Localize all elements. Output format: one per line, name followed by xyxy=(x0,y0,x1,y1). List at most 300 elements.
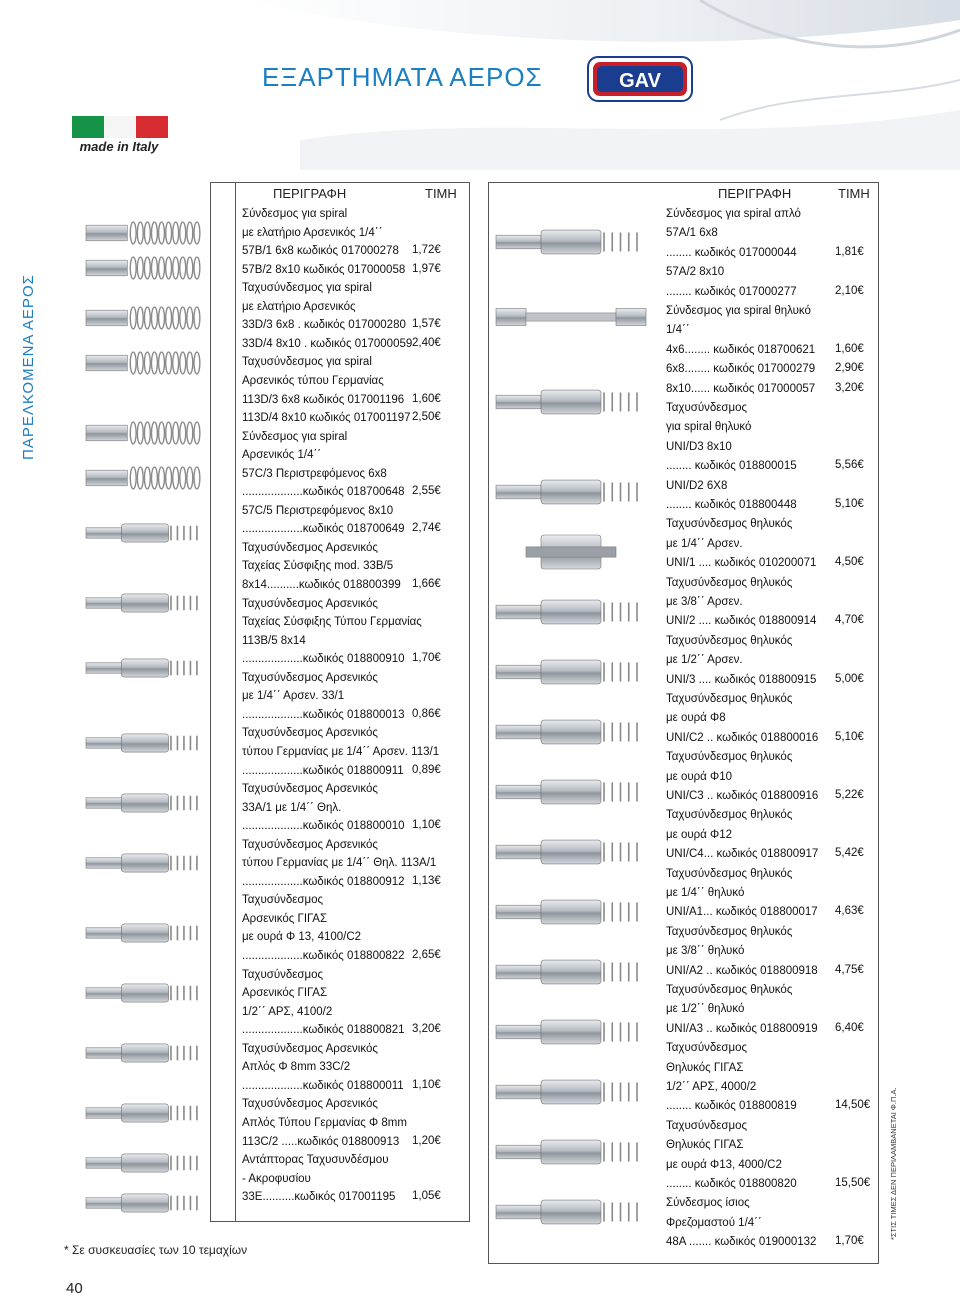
right-row-text: UNI/A2 .. κωδικός 018800918 xyxy=(666,964,818,977)
right-row-text: UNI/C3 .. κωδικός 018800916 xyxy=(666,790,819,802)
fitting-body xyxy=(121,1154,168,1172)
fitting-nose xyxy=(496,785,541,799)
right-head-desc: ΠΕΡΙΓΡΑΦΗ xyxy=(718,186,792,201)
spring-coil xyxy=(130,222,136,244)
fitting-nose xyxy=(86,928,121,938)
fitting-illustration xyxy=(496,480,637,504)
fitting-collar xyxy=(526,547,616,557)
spring-coil xyxy=(187,352,193,374)
right-row-price: 3,20€ xyxy=(835,381,864,394)
left-row-text: 113C/2 .....κωδικός 018800913 xyxy=(242,1135,400,1148)
spring-coil xyxy=(187,422,193,444)
fitting-nose xyxy=(496,725,541,739)
fitting-nose xyxy=(496,965,541,979)
fitting-end xyxy=(496,309,526,326)
left-row-text: με ελατήριο Αρσενικός 1/4΄΄ xyxy=(242,226,383,239)
right-row-price: 2,10€ xyxy=(835,284,864,297)
left-row-text: Ταχυσύνδεσμος Αρσενικός xyxy=(242,1098,378,1111)
spring-coil xyxy=(187,257,193,279)
side-section-title: ΠΑΡΕΛΚΟΜΕΝΑ ΑΕΡΟΣ xyxy=(20,274,37,460)
right-row-text: UNI/1 .... κωδικός 010200071 xyxy=(666,557,817,570)
left-row-text: με 1/4΄΄ Αρσεν. 33/1 xyxy=(242,690,345,703)
fitting-body xyxy=(86,310,127,326)
left-row-text: Σύνδεσμος για spiral xyxy=(242,208,348,220)
right-row-text: Ταχυσύνδεσμος θηλυκός xyxy=(666,751,793,764)
fitting-nose xyxy=(496,395,541,409)
fitting-nose xyxy=(86,1158,121,1168)
right-row-text: UNI/D2 6X8 xyxy=(666,479,728,492)
fitting-illustration xyxy=(86,659,197,677)
right-row-text: με ουρά Φ10 xyxy=(666,770,732,783)
fitting-body xyxy=(541,230,601,254)
fitting-body xyxy=(121,984,168,1002)
right-row-text: UNI/C2 .. κωδικός 018800016 xyxy=(666,731,819,744)
right-row-text: Θηλυκός ΓΙΓΑΣ xyxy=(666,1139,744,1152)
left-row-text: 57Β/1 6x8 κωδικός 017000278 xyxy=(242,245,399,258)
fitting-body xyxy=(541,1020,601,1044)
right-row-text: UNI/D3 8x10 xyxy=(666,440,732,453)
fitting-illustration xyxy=(86,307,200,329)
fitting-illustration xyxy=(496,720,637,744)
right-row-price: 1,70€ xyxy=(835,1235,864,1248)
right-row-text: 1/2΄΄ ΑΡΣ, 4000/2 xyxy=(666,1081,757,1093)
spring-coil xyxy=(166,422,172,444)
left-row-text: - Ακροφυσίου xyxy=(242,1172,311,1185)
left-row-text: 8x14..........κωδικός 018800399 xyxy=(242,579,401,591)
left-row-text: ...................κωδικός 018700648 xyxy=(242,486,405,499)
spring-coil xyxy=(166,257,172,279)
fitting-body xyxy=(541,900,601,924)
right-row-price: 1,81€ xyxy=(835,245,864,258)
right-row-price: 5,10€ xyxy=(835,498,864,510)
right-row-price: 4,63€ xyxy=(835,905,864,918)
right-row-price: 4,50€ xyxy=(835,556,864,569)
spring-coil xyxy=(194,257,200,279)
left-row-text: 113D/4 8x10 κωδικός 017001197 xyxy=(242,412,411,425)
fitting-body xyxy=(121,594,168,612)
left-row-text: Αντάπτορας Ταχυσυνδέσμου xyxy=(242,1154,389,1167)
fitting-nose xyxy=(86,598,121,608)
left-head-desc: ΠΕΡΙΓΡΑΦΗ xyxy=(273,186,347,201)
left-row-text: Ταχείας Σύσφιξης Τύπου Γερμανίας xyxy=(242,616,422,629)
right-row-price: 5,56€ xyxy=(835,459,864,472)
left-row-price: 3,20€ xyxy=(412,1023,441,1036)
fitting-body xyxy=(121,734,168,752)
spring-coil xyxy=(151,307,157,329)
flag-green xyxy=(72,116,104,138)
fitting-nose xyxy=(86,1108,121,1118)
left-row-text: Αρσενικός ΓΙΓΑΣ xyxy=(242,912,328,925)
fitting-nose xyxy=(86,1048,121,1058)
right-row-price: 5,42€ xyxy=(835,847,864,860)
fitting-illustration xyxy=(86,854,197,872)
spring-coil xyxy=(173,307,179,329)
left-row-text: 113B/5 8x14 xyxy=(242,634,306,647)
right-row-text: Ταχυσύνδεσμος θηλυκός xyxy=(666,984,793,996)
spring-coil xyxy=(187,307,193,329)
spring-coil xyxy=(151,422,157,444)
fitting-nose xyxy=(496,1025,541,1039)
fitting-nose xyxy=(496,1085,541,1099)
fitting-body xyxy=(541,1140,601,1164)
footnote: * Σε συσκευασίες των 10 τεμαχίων xyxy=(64,1243,248,1257)
fitting-illustration xyxy=(526,535,616,569)
left-row-text: Σύνδεσμος για spiral xyxy=(242,430,348,443)
spring-coil xyxy=(137,352,143,374)
spring-coil xyxy=(144,352,150,374)
left-row-text: ...................κωδικός 018800911 xyxy=(242,764,404,777)
fitting-body xyxy=(121,1044,168,1062)
left-row-price: 2,40€ xyxy=(412,336,441,349)
left-row-text: ...................κωδικός 018800010 xyxy=(242,820,405,833)
left-row-price: 1,10€ xyxy=(412,819,441,832)
fitting-nose xyxy=(496,905,541,919)
spring-coil xyxy=(166,467,172,489)
fitting-nose xyxy=(86,528,121,538)
left-row-text: Ταχείας Σύσφιξης mod. 33B/5 xyxy=(242,560,394,573)
right-row-text: με 1/4΄΄ Αρσεν. xyxy=(666,537,743,550)
fitting-nose xyxy=(496,665,541,679)
right-row-text: με ουρά Φ13, 4000/C2 xyxy=(666,1158,782,1171)
made-in-label: made in Italy xyxy=(79,139,159,154)
fitting-illustration xyxy=(86,524,197,542)
left-row-price: 2,50€ xyxy=(412,411,441,424)
left-row-price: 0,89€ xyxy=(412,763,441,776)
right-row-text: UNI/A3 .. κωδικός 018800919 xyxy=(666,1022,818,1035)
spring-coil xyxy=(151,352,157,374)
fitting-body xyxy=(86,260,127,276)
right-row-price: 2,90€ xyxy=(835,362,864,375)
spring-coil xyxy=(151,467,157,489)
fitting-illustration xyxy=(496,1020,637,1044)
fitting-nose xyxy=(86,798,121,808)
page-number: 40 xyxy=(66,1280,83,1297)
right-row-price: 4,75€ xyxy=(835,963,864,976)
right-row-text: με 1/4΄΄ θηλυκό xyxy=(666,887,745,899)
left-row-text: 33D/3 6x8 . κωδικός 017000280 xyxy=(242,319,406,332)
right-row-text: με ουρά Φ12 xyxy=(666,828,732,841)
left-row-price: 1,20€ xyxy=(412,1134,441,1147)
right-row-text: Σύνδεσμος για spiral θηλυκό xyxy=(666,305,811,317)
left-row-text: Απλός Τύπου Γερμανίας Φ 8mm xyxy=(242,1116,407,1129)
fitting-body xyxy=(541,1200,601,1224)
left-row-price: 1,13€ xyxy=(412,874,441,887)
fitting-nose xyxy=(496,1145,541,1159)
spring-coil xyxy=(180,307,186,329)
left-row-text: Ταχυσύνδεσμος Αρσενικός xyxy=(242,838,378,851)
fitting-end xyxy=(616,309,646,326)
left-row-price: 2,55€ xyxy=(412,485,441,498)
left-row-text: τύπου Γερμανίας με 1/4΄΄ Θηλ. 113A/1 xyxy=(242,857,437,870)
right-row-text: με 3/8΄΄ Αρσεν. xyxy=(666,596,743,608)
left-row-price: 1,72€ xyxy=(412,244,441,257)
spring-coil xyxy=(194,352,200,374)
spring-coil xyxy=(144,467,150,489)
fitting-illustration xyxy=(496,900,637,924)
gav-logo xyxy=(587,56,693,102)
left-row-text: ...................κωδικός 018700649 xyxy=(242,523,405,536)
fitting-illustration xyxy=(86,1154,197,1172)
spring-coil xyxy=(180,257,186,279)
spring-coil xyxy=(137,422,143,444)
fitting-illustration xyxy=(496,780,637,804)
fitting-nose xyxy=(496,605,541,619)
spring-coil xyxy=(159,307,165,329)
spring-coil xyxy=(137,307,143,329)
right-row-price: 1,60€ xyxy=(835,342,864,355)
left-row-text: ...................κωδικός 018800910 xyxy=(242,653,405,666)
spring-coil xyxy=(130,467,136,489)
left-row-text: 57C/3 Περιστρεφόμενος 6x8 xyxy=(242,467,387,480)
left-row-price: 1,10€ xyxy=(412,1078,441,1091)
right-row-text: Ταχυσύνδεσμος θηλυκός xyxy=(666,634,793,647)
left-row-text: ...................κωδικός 018800011 xyxy=(242,1079,404,1092)
right-row-text: με 3/8΄΄ θηλυκό xyxy=(666,945,745,958)
left-image-column xyxy=(211,183,236,1221)
page-title: ΕΞΑΡΤΗΜΑΤΑ ΑΕΡΟΣ xyxy=(262,62,543,92)
fitting-illustration xyxy=(496,600,637,624)
right-row-text: Σύνδεσμος ίσιος xyxy=(666,1197,750,1210)
spring-coil xyxy=(173,352,179,374)
left-row-text: Ταχυσύνδεσμος Αρσενικός xyxy=(242,783,378,796)
spring-coil xyxy=(194,422,200,444)
right-row-text: 6x8........ κωδικός 017000279 xyxy=(666,363,816,376)
right-row-text: Ταχυσύνδεσμος xyxy=(666,1042,748,1055)
right-row-price: 5,00€ xyxy=(835,672,864,685)
left-row-text: ...................κωδικός 018800013 xyxy=(242,708,405,721)
fitting-body xyxy=(86,225,127,241)
fitting-body xyxy=(86,470,127,486)
spring-coil xyxy=(137,467,143,489)
left-row-text: Ταχυσύνδεσμος Αρσενικός xyxy=(242,597,378,610)
spring-coil xyxy=(137,222,143,244)
fitting-body xyxy=(86,355,127,371)
spring-coil xyxy=(159,352,165,374)
fitting-illustration xyxy=(86,594,197,612)
fitting-illustration xyxy=(86,924,197,942)
spring-coil xyxy=(194,307,200,329)
right-row-text: 4x6........ κωδικός 018700621 xyxy=(666,343,816,356)
right-row-price: 5,10€ xyxy=(835,730,864,743)
fitting-body xyxy=(86,425,127,441)
left-row-price: 1,60€ xyxy=(412,392,441,405)
left-row-text: ...................κωδικός 018800912 xyxy=(242,875,405,888)
right-row-text: ........ κωδικός 018800820 xyxy=(666,1178,797,1190)
left-row-text: τύπου Γερμανίας με 1/4΄΄ Αρσεν. 113/1 xyxy=(242,745,440,758)
right-row-price: 15,50€ xyxy=(835,1177,871,1189)
spring-coil xyxy=(130,257,136,279)
right-product-pictures xyxy=(492,205,652,1255)
right-row-text: Θηλυκός ΓΙΓΑΣ xyxy=(666,1061,744,1074)
fitting-body xyxy=(121,794,168,812)
fitting-body xyxy=(121,524,168,542)
left-row-text: Ταχυσύνδεσμος Αρσενικός xyxy=(242,671,378,684)
left-row-text: 33E..........κωδικός 017001195 xyxy=(242,1191,396,1204)
fitting-illustration xyxy=(496,309,646,326)
fitting-body xyxy=(541,1080,601,1104)
right-row-text: 8x10...... κωδικός 017000057 xyxy=(666,382,816,395)
fitting-nose xyxy=(86,858,121,868)
spring-coil xyxy=(137,257,143,279)
fitting-illustration xyxy=(496,1080,637,1104)
right-row-text: με 1/2΄΄ Αρσεν. xyxy=(666,654,743,667)
spring-coil xyxy=(159,467,165,489)
left-row-price: 1,05€ xyxy=(412,1190,441,1203)
right-row-price: 6,40€ xyxy=(835,1021,864,1034)
left-row-text: Αρσενικός 1/4΄΄ xyxy=(242,449,322,462)
fitting-illustration xyxy=(496,230,637,254)
fitting-illustration xyxy=(496,660,637,684)
fitting-body xyxy=(121,1194,168,1212)
spring-coil xyxy=(180,467,186,489)
right-row-text: UNI/C4... κωδικός 018800917 xyxy=(666,848,819,861)
fitting-illustration xyxy=(86,984,197,1002)
right-row-text: με 1/2΄΄ θηλυκό xyxy=(666,1003,745,1016)
left-row-text: Ταχυσύνδεσμος Αρσενικός xyxy=(242,1042,378,1055)
spring-coil xyxy=(187,467,193,489)
left-row-text: Απλός Φ 8mm 33C/2 xyxy=(242,1061,351,1074)
right-row-text: UNI/A1... κωδικός 018800017 xyxy=(666,906,818,919)
left-row-text: ...................κωδικός 018800822 xyxy=(242,950,405,962)
right-row-text: ........ κωδικός 018800448 xyxy=(666,499,797,511)
fitting-illustration xyxy=(86,734,197,752)
fitting-nose xyxy=(496,1205,541,1219)
left-row-price: 1,97€ xyxy=(412,262,441,275)
vat-note: *ΣΤΙΣ ΤΙΜΕΣ ΔΕΝ ΠΕΡΙΛΑΜΒΑΝΕΤΑΙ Φ.Π.Α. xyxy=(889,1087,898,1240)
fitting-nose xyxy=(496,235,541,249)
left-row-text: 33A/1 με 1/4΄΄ Θηλ. xyxy=(242,801,342,814)
fitting-illustration xyxy=(86,467,200,489)
spring-coil xyxy=(173,222,179,244)
left-row-text: Αρσενικός τύπου Γερμανίας xyxy=(242,374,384,387)
fitting-nose xyxy=(86,1198,121,1208)
spring-coil xyxy=(159,422,165,444)
left-row-text: Ταχυσύνδεσμος xyxy=(242,894,324,907)
spring-coil xyxy=(130,307,136,329)
spring-coil xyxy=(166,222,172,244)
spring-coil xyxy=(144,422,150,444)
right-row-text: ........ κωδικός 017000277 xyxy=(666,285,797,298)
spring-coil xyxy=(180,422,186,444)
right-row-text: ........ κωδικός 018800819 xyxy=(666,1100,797,1113)
right-row-text: Ταχυσύνδεσμος θηλυκός xyxy=(666,925,793,938)
left-row-price: 2,65€ xyxy=(412,949,441,961)
left-row-text: 33D/4 8x10 . κωδικός 017000059 xyxy=(242,337,413,350)
left-row-price: 2,74€ xyxy=(412,522,441,535)
right-head-price: ΤΙΜΗ xyxy=(838,186,870,201)
fitting-nose xyxy=(496,845,541,859)
fitting-body xyxy=(541,480,601,504)
fitting-illustration xyxy=(86,257,200,279)
fitting-body xyxy=(541,720,601,744)
right-row-text: Ταχυσύνδεσμος θηλυκός xyxy=(666,693,793,705)
right-row-text: Φρεζομαστού 1/4΄΄ xyxy=(666,1216,762,1229)
spring-coil xyxy=(194,467,200,489)
spring-coil xyxy=(151,257,157,279)
right-row-price: 5,22€ xyxy=(835,789,864,801)
left-row-text: 1/2΄΄ ΑΡΣ, 4100/2 xyxy=(242,1005,333,1018)
left-row-text: 57C/5 Περιστρεφόμενος 8x10 xyxy=(242,504,394,517)
left-row-text: Ταχυσύνδεσμος για spiral xyxy=(242,356,372,369)
spring-coil xyxy=(173,422,179,444)
right-row-text: Ταχυσύνδεσμος θηλυκός xyxy=(666,518,793,531)
fitting-illustration xyxy=(86,1104,197,1122)
fitting-illustration xyxy=(496,960,637,984)
fitting-illustration xyxy=(496,1200,637,1224)
right-row-text: ........ κωδικός 018800015 xyxy=(666,460,797,473)
fitting-illustration xyxy=(86,422,200,444)
fitting-nose xyxy=(86,738,121,748)
fitting-body xyxy=(541,960,601,984)
left-row-text: Ταχυσύνδεσμος xyxy=(242,968,324,981)
spring-coil xyxy=(144,257,150,279)
left-row-price: 1,66€ xyxy=(412,578,441,590)
hose-body xyxy=(526,313,616,321)
right-row-text: Ταχυσύνδεσμος xyxy=(666,402,748,414)
logo-text: GAV xyxy=(619,70,661,92)
fitting-illustration xyxy=(86,1044,197,1062)
fitting-body xyxy=(541,780,601,804)
spring-coil xyxy=(187,222,193,244)
spring-coil xyxy=(166,352,172,374)
right-row-text: 57A/2 8x10 xyxy=(666,266,725,279)
right-row-text: Ταχυσύνδεσμος xyxy=(666,1119,748,1132)
spring-coil xyxy=(173,257,179,279)
right-row-text: UNI/3 .... κωδικός 018800915 xyxy=(666,673,817,686)
fitting-illustration xyxy=(496,840,637,864)
made-in-italy-badge xyxy=(70,116,168,156)
right-row-text: UNI/2 .... κωδικός 018800914 xyxy=(666,615,817,628)
left-product-pictures xyxy=(84,200,208,1220)
fitting-nose xyxy=(86,988,121,998)
product-images-left xyxy=(211,183,235,1221)
left-row-text: Ταχυσύνδεσμος Αρσενικός xyxy=(242,727,378,740)
right-row-text: Σύνδεσμος για spiral απλό xyxy=(666,208,801,220)
left-row-text: 113D/3 6x8 κωδικός 017001196 xyxy=(242,393,405,406)
fitting-nose xyxy=(496,485,541,499)
spring-coil xyxy=(159,222,165,244)
right-row-text: Ταχυσύνδεσμος θηλυκός xyxy=(666,576,793,589)
spring-coil xyxy=(130,422,136,444)
fitting-body xyxy=(541,840,601,864)
spring-coil xyxy=(166,307,172,329)
left-row-price: 0,86€ xyxy=(412,707,441,720)
spring-coil xyxy=(130,352,136,374)
left-row-text: Ταχυσύνδεσμος Αρσενικός xyxy=(242,541,378,554)
left-row-text: Ταχυσύνδεσμος για spiral xyxy=(242,282,372,295)
fitting-illustration xyxy=(86,1194,197,1212)
fitting-body xyxy=(541,390,601,414)
right-row-text: Ταχυσύνδεσμος θηλυκός xyxy=(666,809,793,822)
right-row-text: με ουρά Φ8 xyxy=(666,712,726,725)
right-row-text: 57A/1 6x8 xyxy=(666,227,718,240)
fitting-illustration xyxy=(86,222,200,244)
flag-white xyxy=(104,116,136,138)
left-row-price: 1,57€ xyxy=(412,318,441,331)
fitting-body xyxy=(541,660,601,684)
fitting-body xyxy=(541,600,601,624)
fitting-body xyxy=(121,854,168,872)
spring-coil xyxy=(180,352,186,374)
fitting-illustration xyxy=(86,352,200,374)
left-row-price: 1,70€ xyxy=(412,652,441,665)
left-head-price: ΤΙΜΗ xyxy=(425,186,457,201)
spring-coil xyxy=(194,222,200,244)
right-row-text: 1/4΄΄ xyxy=(666,324,690,337)
fitting-body xyxy=(121,659,168,677)
right-row-text: 48A ....... κωδικός 019000132 xyxy=(666,1236,817,1249)
spring-coil xyxy=(144,222,150,244)
